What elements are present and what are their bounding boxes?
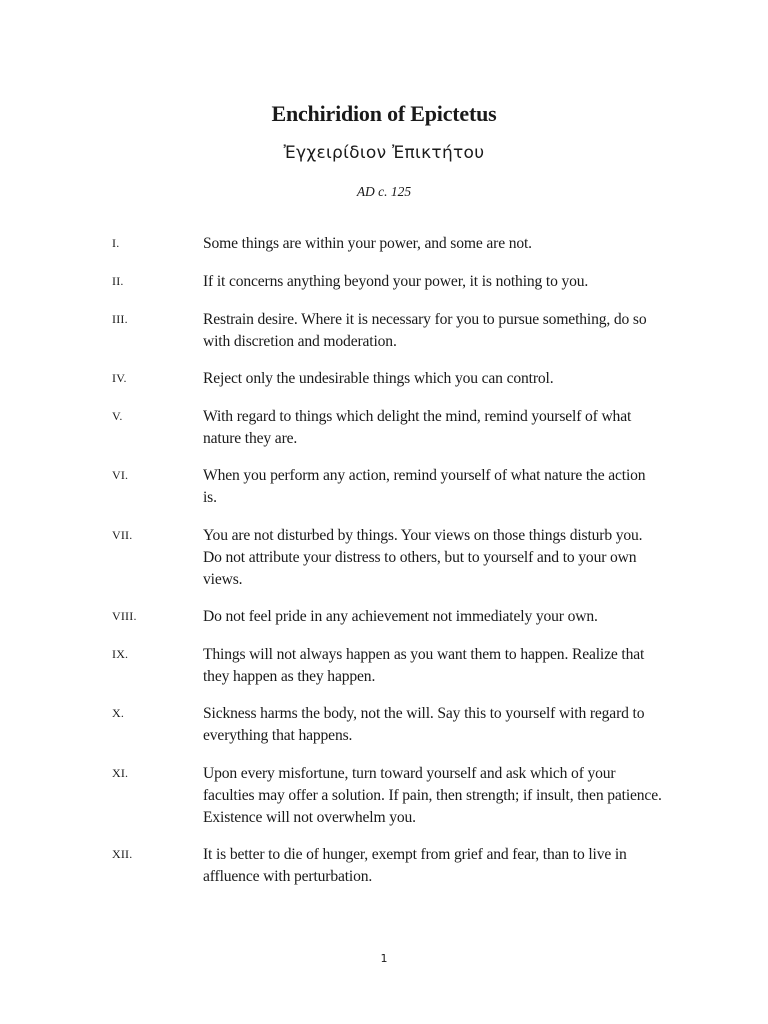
greek-subtitle: Ἐγχειρίδιον Ἐπικτήτου: [283, 143, 485, 163]
maxim-text: Restrain desire. Where it is necessary for you to pursue something, do so with discretion and moderation.: [203, 311, 647, 350]
maxim-text: When you perform any action, remind yourself of what nature the action is.: [203, 467, 646, 506]
maxim-text: Sickness harms the body, not the will. Say this to yourself with regard to everything that happens.: [203, 705, 645, 744]
maxim-numeral: X.: [112, 706, 125, 720]
maxim-numeral: II.: [112, 274, 124, 288]
maxim-numeral: I.: [112, 236, 120, 250]
document-date: AD c. 125: [356, 184, 412, 199]
maxim-text: Some things are within your power, and some are not.: [203, 235, 532, 252]
maxim-text: Do not feel pride in any achievement not immediately your own.: [203, 608, 598, 625]
maxim-text: Reject only the undesirable things which you can control.: [203, 370, 554, 387]
maxim-text: You are not disturbed by things. Your views on those things disturb you. Do not attribute your distress to others, but to yourself and to your own views.: [203, 527, 643, 588]
maxim-numeral: VIII.: [112, 609, 137, 623]
maxim-numeral: IX.: [112, 647, 129, 661]
maxim-numeral: XI.: [112, 766, 129, 780]
maxim-numeral: VI.: [112, 468, 129, 482]
maxim-text: With regard to things which delight the mind, remind yourself of what nature they are.: [203, 408, 632, 447]
maxim-text: It is better to die of hunger, exempt from grief and fear, than to live in affluence with perturbation.: [203, 846, 627, 885]
maxim-numeral: VII.: [112, 528, 133, 542]
maxim-text: If it concerns anything beyond your power, it is nothing to you.: [203, 273, 589, 290]
maxim-numeral: XII.: [112, 847, 133, 861]
maxim-text: Things will not always happen as you want them to happen. Realize that they happen as they happen.: [203, 646, 645, 685]
document-title: Enchiridion of Epictetus: [271, 101, 497, 126]
maxim-text: Upon every misfortune, turn toward yourself and ask which of your faculties may offer a solution. If pain, then strength; if insult, then patience. Existence will not overwhelm you.: [203, 765, 662, 826]
maxim-numeral: III.: [112, 312, 128, 326]
page-number: 1: [380, 952, 388, 965]
maxim-numeral: V.: [112, 409, 123, 423]
maxim-numeral: IV.: [112, 371, 127, 385]
